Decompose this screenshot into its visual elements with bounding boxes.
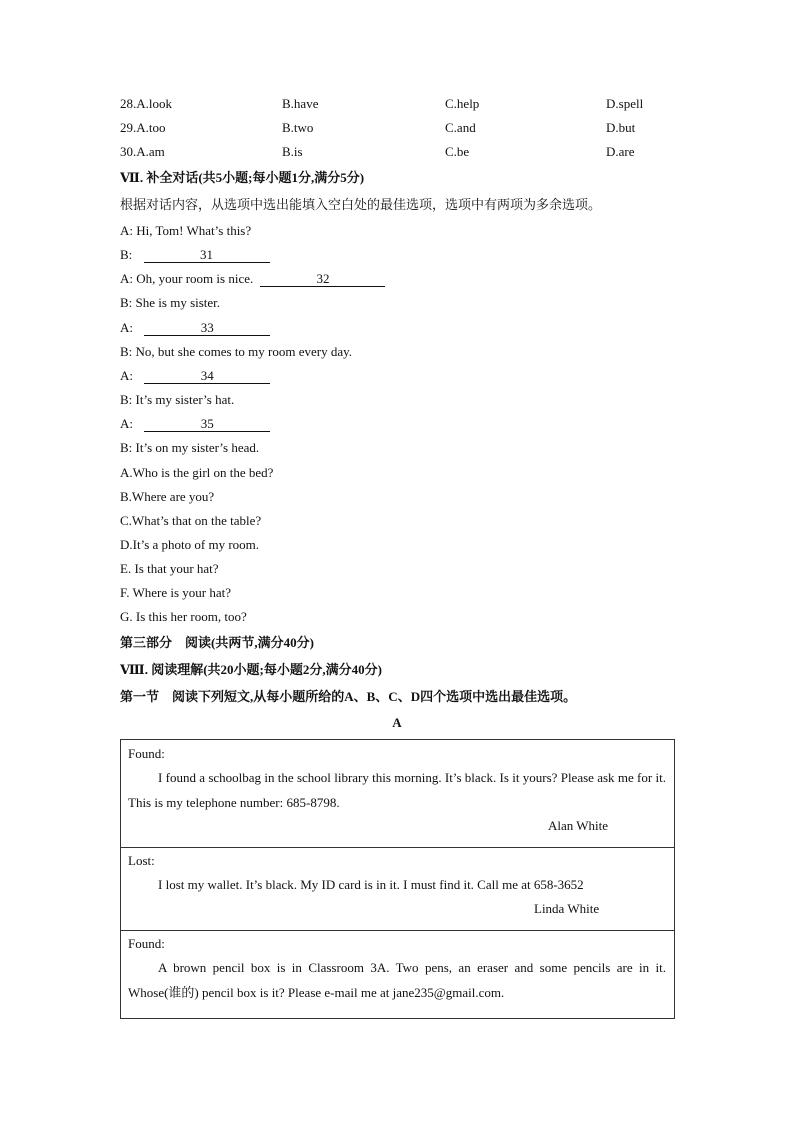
notice-heading: Found:: [128, 936, 165, 951]
option-30-d: D.are: [606, 144, 635, 159]
option-28-c: C.help: [445, 96, 480, 111]
notice-body: I found a schoolbag in the school library this morning. It’s black. Is it yours? Please ask me for it. This is my telephone number: 685-8798.: [128, 770, 666, 810]
section-1-instruction: 第一节 阅读下列短文,从每小题所给的A、B、C、D四个选项中选出最佳选项。: [120, 689, 577, 704]
option-30-a: 30.A.am: [120, 144, 165, 159]
dialogue-line-6: B: No, but she comes to my room every day.: [120, 344, 353, 359]
option-30-b: B.is: [282, 144, 303, 159]
choice-c: C.What’s that on the table?: [120, 513, 262, 528]
dialogue-line-3: [120, 271, 385, 287]
option-28-d: D.spell: [606, 96, 644, 111]
option-28-b: B.have: [282, 96, 319, 111]
notice-signature: Alan White: [548, 818, 609, 833]
dialogue-line-10: B: It’s on my sister’s head.: [120, 440, 260, 455]
notices-box: [120, 739, 675, 1019]
choice-e: E. Is that your hat?: [120, 561, 219, 576]
notice-lost-wallet: [121, 847, 674, 930]
dialogue-line-1: A: Hi, Tom! What’s this?: [120, 223, 252, 238]
choice-b: B.Where are you?: [120, 489, 215, 504]
notice-found-schoolbag: [121, 740, 674, 847]
part-3-title: 第三部分 阅读(共两节,满分40分): [120, 635, 314, 650]
passage-label: A: [392, 715, 402, 730]
dialogue-text: A: Oh, your room is nice.: [120, 271, 254, 286]
dialogue-speaker: A:: [120, 368, 133, 383]
notice-body: I lost my wallet. It’s black. My ID card is in it. I must find it. Call me at 658-3652: [158, 877, 584, 892]
notice-found-pencil-box: [121, 930, 674, 1017]
answer-blank-33[interactable]: 33: [144, 321, 270, 336]
option-29-b: B.two: [282, 120, 314, 135]
option-29-a: 29.A.too: [120, 120, 166, 135]
section-7-title: Ⅶ. 补全对话(共5小题;每小题1分,满分5分): [120, 170, 365, 185]
dialogue-line-9: [120, 416, 270, 432]
choice-d: D.It’s a photo of my room.: [120, 537, 260, 552]
notice-heading: Lost:: [128, 853, 155, 868]
answer-blank-32[interactable]: 32: [260, 272, 385, 287]
option-29-c: C.and: [445, 120, 476, 135]
dialogue-speaker: B:: [120, 247, 133, 262]
dialogue-line-2: [120, 247, 270, 263]
dialogue-line-7: [120, 368, 270, 384]
option-29-d: D.but: [606, 120, 636, 135]
notice-body: A brown pencil box is in Classroom 3A. Two pens, an eraser and some pencils are in it. Whose(谁的) pencil box is it? Please e-mail me at jane235@gmail.com.: [128, 960, 666, 1000]
option-28-a: 28.A.look: [120, 96, 172, 111]
answer-blank-31[interactable]: 31: [144, 248, 270, 263]
answer-blank-34[interactable]: 34: [144, 369, 270, 384]
section-7-instruction: 根据对话内容，从选项中选出能填入空白处的最佳选项，选项中有两项为多余选项。: [120, 197, 602, 212]
dialogue-speaker: A:: [120, 320, 133, 335]
choice-a: A.Who is the girl on the bed?: [120, 465, 274, 480]
notice-heading: Found:: [128, 746, 165, 761]
choice-g: G. Is this her room, too?: [120, 609, 247, 624]
dialogue-line-8: B: It’s my sister’s hat.: [120, 392, 235, 407]
option-30-c: C.be: [445, 144, 470, 159]
section-8-title: Ⅷ. 阅读理解(共20小题;每小题2分,满分40分): [120, 662, 382, 677]
dialogue-line-4: B: She is my sister.: [120, 295, 221, 310]
choice-f: F. Where is your hat?: [120, 585, 231, 600]
dialogue-speaker: A:: [120, 416, 133, 431]
dialogue-line-5: [120, 320, 270, 336]
answer-blank-35[interactable]: 35: [144, 417, 270, 432]
notice-signature: Linda White: [534, 901, 600, 916]
